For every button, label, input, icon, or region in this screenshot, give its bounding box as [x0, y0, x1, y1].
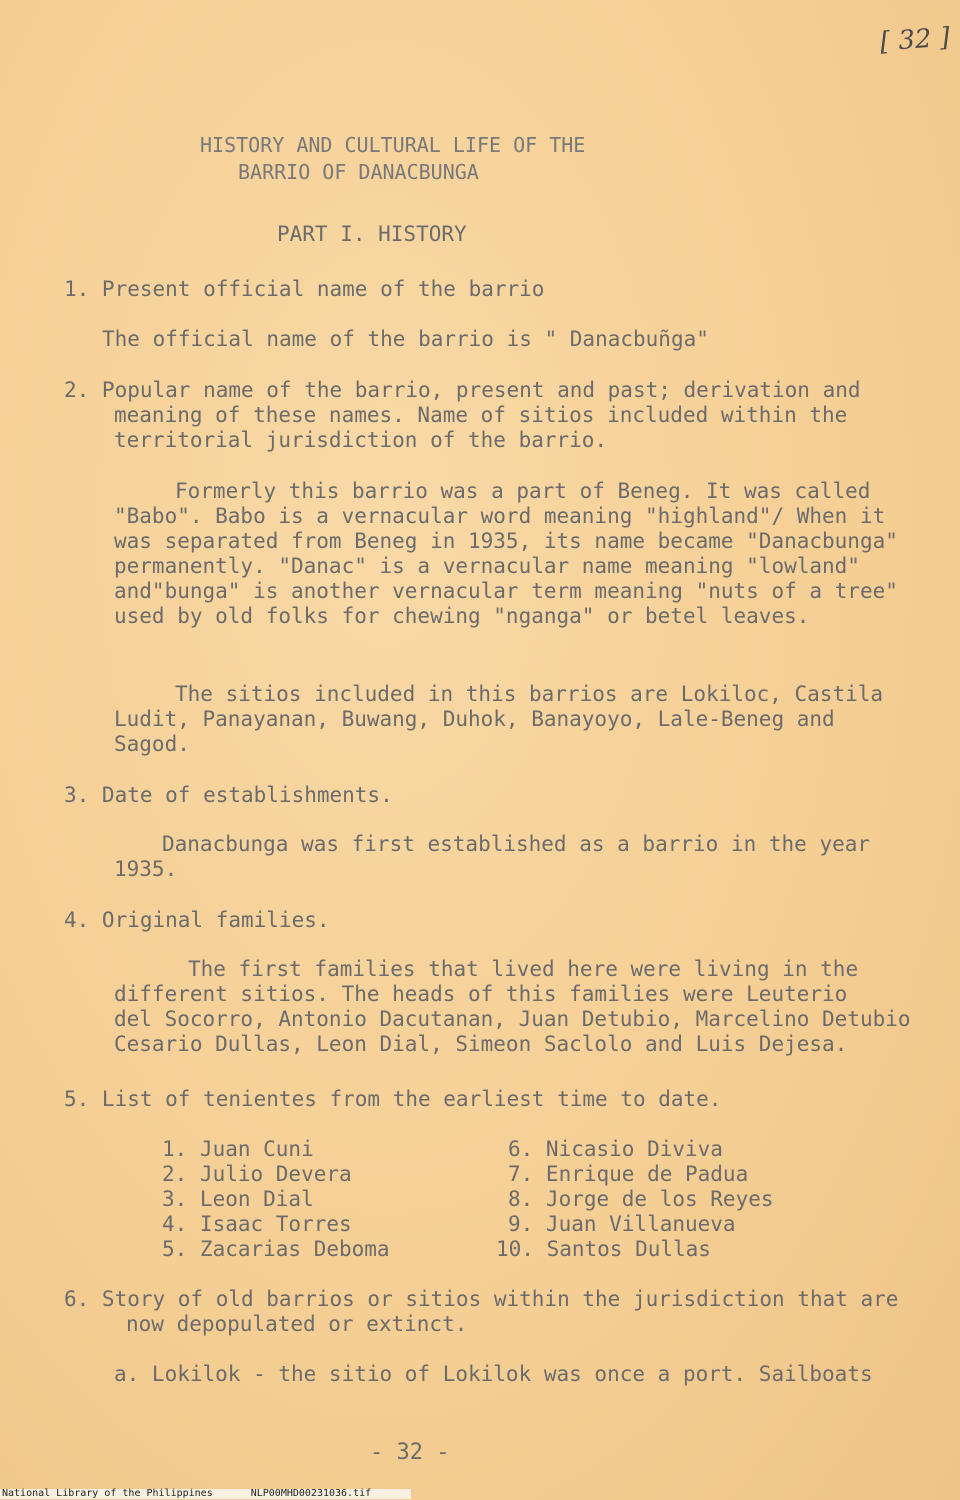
title-line-2: BARRIO OF DANACBUNGA [238, 160, 479, 184]
tenientes-list-right [496, 1137, 774, 1262]
part-heading: PART I. HISTORY [277, 222, 467, 246]
section-2-heading-line: 2. Popular name of the barrio, present and past; derivation and [64, 378, 861, 402]
section-6-heading-line: now depopulated or extinct. [126, 1312, 468, 1336]
list-item: 6. Nicasio Diviva [508, 1137, 723, 1161]
section-2-para-1-line: permanently. "Danac" is a vernacular name meaning "lowland" [114, 554, 860, 578]
section-2-para-2-line: Ludit, Panayanan, Buwang, Duhok, Banayoyo, Lale-Beneg and [114, 707, 835, 731]
list-item: 10. Santos Dullas [496, 1237, 711, 1261]
section-4-body-line: different sitios. The heads of this families were Leuterio [114, 982, 848, 1006]
tenientes-list-left [162, 1137, 390, 1262]
section-3-heading: 3. Date of establishments. [64, 783, 393, 807]
section-1-body: The official name of the barrio is " Danacbuñga" [102, 327, 709, 351]
list-item: 1. Juan Cuni [162, 1137, 314, 1161]
list-item: 9. Juan Villanueva [508, 1212, 736, 1236]
section-4-body-line: The first families that lived here were living in the [188, 957, 859, 981]
section-6-heading-line: 6. Story of old barrios or sitios within the jurisdiction that are [64, 1287, 899, 1311]
section-3-body-line: 1935. [114, 857, 178, 881]
section-2-para-1-line: "Babo". Babo is a vernacular word meaning "highland"/ When it [114, 504, 886, 528]
scan-footer [0, 1489, 411, 1499]
section-4-body-line: del Socorro, Antonio Dacutanan, Juan Detubio, Marcelino Detubio [114, 1007, 911, 1031]
list-item: 2. Julio Devera [162, 1162, 352, 1186]
section-3-body-line: Danacbunga was first established as a barrio in the year [162, 832, 871, 856]
list-item: 7. Enrique de Padua [508, 1162, 749, 1186]
section-6a-text: a. Lokilok - the sitio of Lokilok was once a port. Sailboats [114, 1362, 873, 1386]
section-2-para-1-line: and"bunga" is another vernacular term meaning "nuts of a tree" [114, 579, 898, 603]
page-number: - 32 - [370, 1440, 450, 1465]
file-name: NLP00MHD00231036.tif [250, 1488, 372, 1499]
section-2-para-2-line: The sitios included in this barrios are Lokiloc, Castila [175, 682, 884, 706]
section-4-heading: 4. Original families. [64, 908, 330, 932]
title-line-1: HISTORY AND CULTURAL LIFE OF THE [200, 133, 586, 157]
section-2-para-2-line: Sagod. [114, 732, 190, 756]
section-2-heading-line: territorial jurisdiction of the barrio. [114, 428, 608, 452]
section-2-para-1-line: Formerly this barrio was a part of Beneg. It was called [175, 479, 871, 503]
section-5-heading: 5. List of tenientes from the earliest time to date. [64, 1087, 722, 1111]
section-2-para-1-line: was separated from Beneg in 1935, its name became "Danacbunga" [114, 529, 898, 553]
section-4-body-line: Cesario Dullas, Leon Dial, Simeon Saclolo and Luis Dejesa. [114, 1032, 848, 1056]
section-1-heading: 1. Present official name of the barrio [64, 277, 545, 301]
section-2-para-1-line: used by old folks for chewing "nganga" or betel leaves. [114, 604, 810, 628]
list-item: 5. Zacarias Deboma [162, 1237, 390, 1261]
list-item: 8. Jorge de los Reyes [508, 1187, 774, 1211]
archive-page-reference: [ 32 ] [879, 22, 951, 58]
list-item: 4. Isaac Torres [162, 1212, 352, 1236]
list-item: 3. Leon Dial [162, 1187, 314, 1211]
library-name: National Library of the Philippines [2, 1488, 213, 1499]
section-2-heading-line: meaning of these names. Name of sitios included within the [114, 403, 848, 427]
